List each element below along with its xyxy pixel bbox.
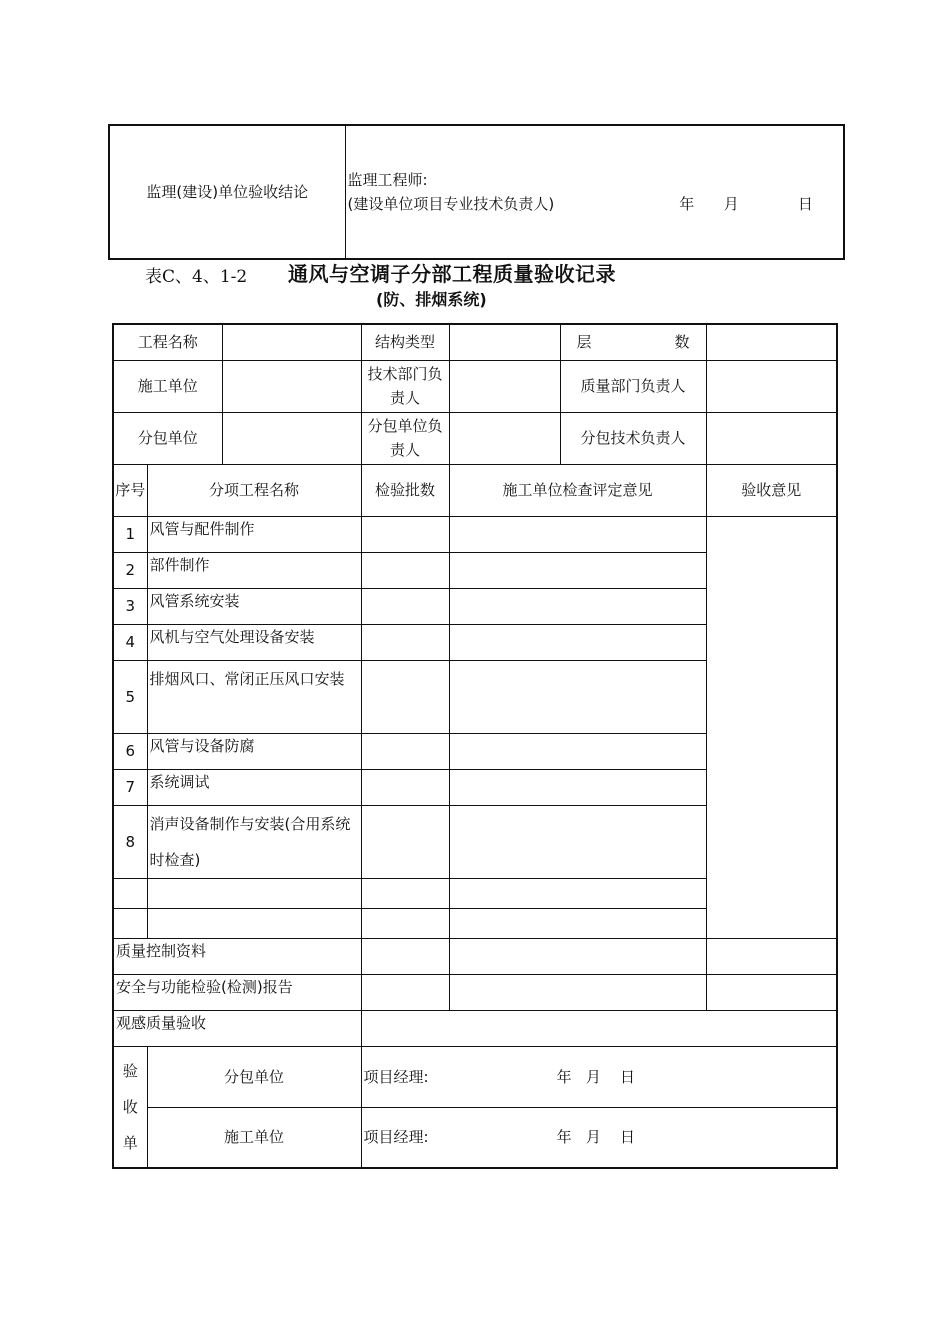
col-item-name-header: 分项工程名称 — [147, 464, 361, 516]
subcontract-head-label: 分包单位负责人 — [361, 412, 449, 464]
safety-report-opinion[interactable] — [449, 974, 706, 1010]
construction-sign-cell[interactable] — [361, 1107, 837, 1168]
safety-report-label: 安全与功能检验(检测)报告 — [113, 974, 361, 1010]
safety-report-acceptance[interactable] — [706, 974, 837, 1010]
row-batch-count[interactable] — [361, 660, 449, 733]
appearance-value[interactable] — [361, 1010, 837, 1046]
project-name-label: 工程名称 — [113, 324, 222, 360]
row-number: 3 — [113, 588, 147, 624]
appearance-label: 观感质量验收 — [113, 1010, 361, 1046]
acceptance-record-table — [112, 323, 838, 1169]
quality-control-acceptance[interactable] — [706, 938, 837, 974]
page-subtitle: (防、排烟系统) — [376, 290, 487, 309]
row-batch-count[interactable] — [361, 805, 449, 878]
row-item-name: 消声设备制作与安装(合用系统时检查) — [147, 805, 361, 878]
subcontract-sign-cell[interactable] — [361, 1046, 837, 1107]
construction-unit-label: 施工单位 — [113, 360, 222, 412]
row-item-name: 风管与配件制作 — [147, 516, 361, 552]
col-batch-count-header: 检验批数 — [361, 464, 449, 516]
row-construction-opinion[interactable] — [449, 516, 706, 552]
supervision-conclusion-table — [108, 124, 845, 260]
construction-unit-sign-label: 施工单位 — [147, 1107, 361, 1168]
row-number — [113, 878, 147, 908]
row-number: 6 — [113, 733, 147, 769]
pm-label: 项目经理: — [363, 1128, 429, 1147]
form-code: 表C、4、1-2 — [145, 267, 248, 287]
row-number — [113, 908, 147, 938]
row-batch-count[interactable] — [361, 733, 449, 769]
row-item-name[interactable] — [147, 908, 361, 938]
supervision-signature-cell — [345, 125, 844, 259]
row-number: 7 — [113, 769, 147, 805]
row-construction-opinion[interactable] — [449, 733, 706, 769]
row-number: 4 — [113, 624, 147, 660]
owner-tech-head-label: (建设单位项目专业技术负责人) — [347, 195, 555, 213]
col-construction-opinion-header: 施工单位检查评定意见 — [449, 464, 706, 516]
pm-label: 项目经理: — [363, 1067, 429, 1086]
subcontract-tech-head-value[interactable] — [706, 412, 837, 464]
row-batch-count[interactable] — [361, 516, 449, 552]
row-number: 8 — [113, 805, 147, 878]
quality-control-label: 质量控制资料 — [113, 938, 361, 974]
sign-date: 年 月 日 — [556, 1067, 635, 1086]
table-row — [113, 516, 837, 552]
tech-dept-head-value[interactable] — [449, 360, 560, 412]
row-construction-opinion[interactable] — [449, 908, 706, 938]
row-batch-count[interactable] — [361, 769, 449, 805]
floors-label: 层 数 — [560, 324, 706, 360]
row-item-name: 排烟风口、常闭正压风口安装 — [147, 660, 361, 733]
supervision-date: 年 月 日 — [679, 195, 813, 213]
row-item-name[interactable] — [147, 878, 361, 908]
supervision-conclusion-label: 监理(建设)单位验收结论 — [109, 125, 345, 259]
quality-dept-head-value[interactable] — [706, 360, 837, 412]
acceptance-opinion-cell[interactable] — [706, 516, 837, 938]
safety-report-batch[interactable] — [361, 974, 449, 1010]
floors-value[interactable] — [706, 324, 837, 360]
page-title: 通风与空调子分部工程质量验收记录 — [288, 262, 616, 286]
col-seq-header: 序号 — [113, 464, 147, 516]
row-construction-opinion[interactable] — [449, 588, 706, 624]
row-number: 1 — [113, 516, 147, 552]
row-construction-opinion[interactable] — [449, 878, 706, 908]
row-number: 5 — [113, 660, 147, 733]
subcontract-tech-head-label: 分包技术负责人 — [560, 412, 706, 464]
sign-date: 年 月 日 — [556, 1128, 635, 1147]
row-batch-count[interactable] — [361, 878, 449, 908]
subcontract-unit-value[interactable] — [222, 412, 361, 464]
row-construction-opinion[interactable] — [449, 552, 706, 588]
construction-unit-value[interactable] — [222, 360, 361, 412]
row-number: 2 — [113, 552, 147, 588]
tech-dept-head-label: 技术部门负责人 — [361, 360, 449, 412]
subcontract-unit-label: 分包单位 — [113, 412, 222, 464]
project-name-value[interactable] — [222, 324, 361, 360]
col-acceptance-opinion-header: 验收意见 — [706, 464, 837, 516]
row-construction-opinion[interactable] — [449, 624, 706, 660]
quality-dept-head-label: 质量部门负责人 — [560, 360, 706, 412]
row-batch-count[interactable] — [361, 908, 449, 938]
row-item-name: 风管系统安装 — [147, 588, 361, 624]
acceptance-unit-label: 验 收 单 — [113, 1046, 147, 1168]
structure-type-label: 结构类型 — [361, 324, 449, 360]
row-item-name: 部件制作 — [147, 552, 361, 588]
row-construction-opinion[interactable] — [449, 660, 706, 733]
engineer-label: 监理工程师: — [347, 171, 428, 189]
structure-type-value[interactable] — [449, 324, 560, 360]
subcontract-unit-sign-label: 分包单位 — [147, 1046, 361, 1107]
subcontract-head-value[interactable] — [449, 412, 560, 464]
row-batch-count[interactable] — [361, 552, 449, 588]
quality-control-batch[interactable] — [361, 938, 449, 974]
row-batch-count[interactable] — [361, 588, 449, 624]
row-batch-count[interactable] — [361, 624, 449, 660]
row-item-name: 风机与空气处理设备安装 — [147, 624, 361, 660]
quality-control-opinion[interactable] — [449, 938, 706, 974]
row-construction-opinion[interactable] — [449, 805, 706, 878]
row-item-name: 系统调试 — [147, 769, 361, 805]
row-construction-opinion[interactable] — [449, 769, 706, 805]
row-item-name: 风管与设备防腐 — [147, 733, 361, 769]
